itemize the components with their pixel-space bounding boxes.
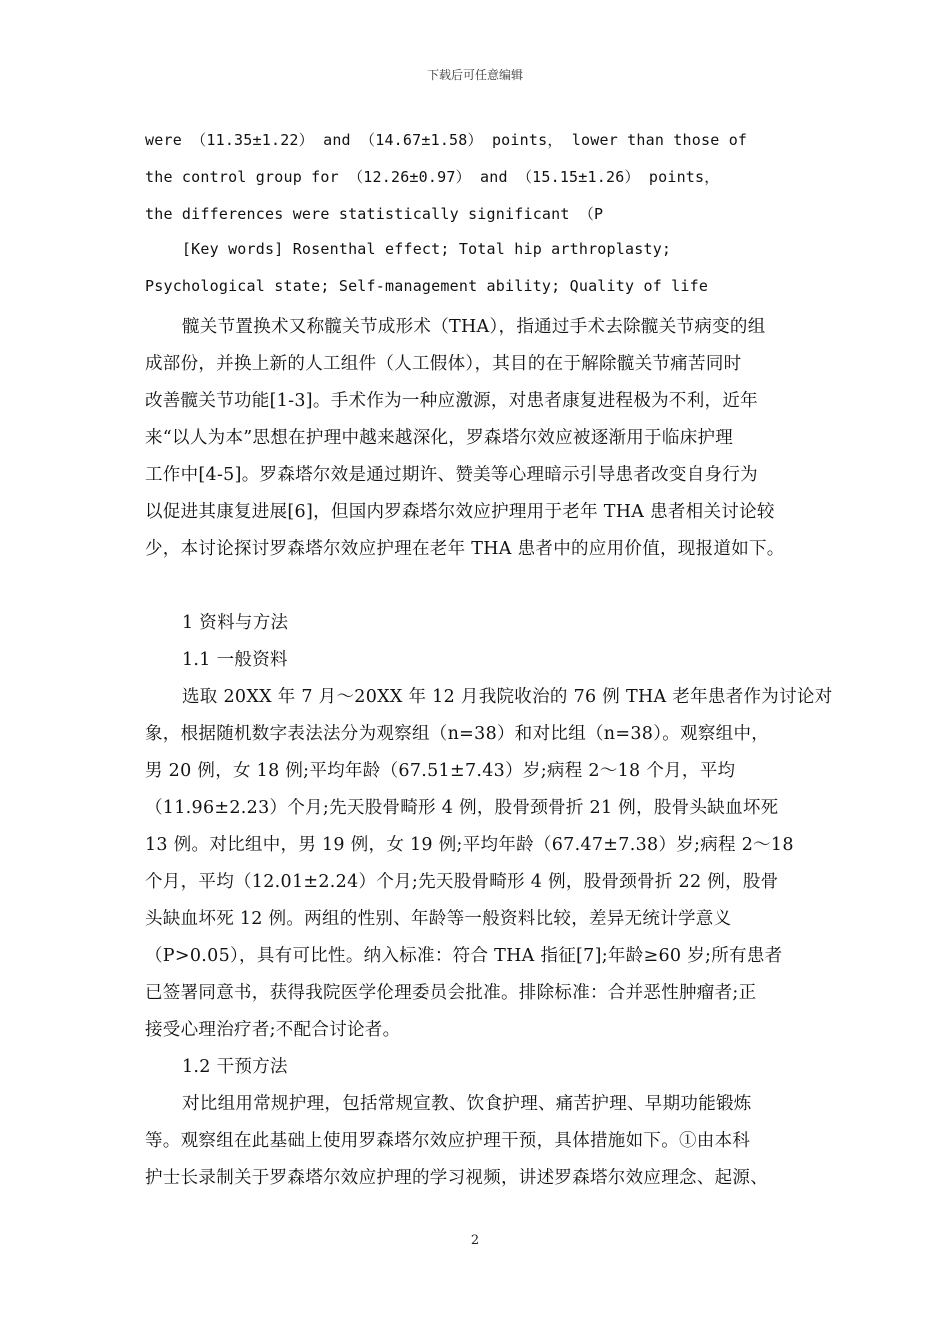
paragraph-line: 选取 20XX 年 7 月～20XX 年 12 月我院收治的 76 例 THA 老年患者作为讨论对 <box>182 687 833 707</box>
subsection-heading: 1.2 干预方法 <box>182 1057 288 1077</box>
keywords-line: [Key words] Rosenthal effect; Total hip arthroplasty; <box>145 240 672 258</box>
paragraph-line: 工作中[4-5]。罗森塔尔效是通过期许、赞美等心理暗示引导患者改变自身行为 <box>145 465 758 485</box>
abstract-line: the differences were statistically significant （P <box>145 205 604 223</box>
paragraph-line: 对比组用常规护理，包括常规宣教、饮食护理、痛苦护理、早期功能锻炼 <box>182 1094 752 1114</box>
paragraph-line: 个月，平均（12.01±2.24）个月;先天股骨畸形 4 例，股骨颈骨折 22 例，股骨 <box>145 872 779 892</box>
section-heading: 1 资料与方法 <box>182 613 289 633</box>
paragraph-line: 头缺血坏死 12 例。两组的性别、年龄等一般资料比较，差异无统计学意义 <box>145 909 732 929</box>
paragraph-line: 以促进其康复进展[6]，但国内罗森塔尔效应护理用于老年 THA 患者相关讨论较 <box>145 502 775 522</box>
paragraph-line: 护士长录制关于罗森塔尔效应护理的学习视频，讲述罗森塔尔效应理念、起源、 <box>145 1168 768 1188</box>
paragraph-line: （P>0.05），具有可比性。纳入标准：符合 THA 指征[7];年龄≥60 岁;所有患者 <box>145 946 783 966</box>
paragraph-line: 成部份，并换上新的人工组件（人工假体），其目的在于解除髋关节痛苦同时 <box>145 354 742 374</box>
paragraph-line: （11.96±2.23）个月;先天股骨畸形 4 例，股骨颈骨折 21 例，股骨头缺血坏死 <box>145 798 779 818</box>
subsection-heading: 1.1 一般资料 <box>182 650 288 670</box>
paragraph-line: 象，根据随机数字表法法分为观察组（n=38）和对比组（n=38）。观察组中， <box>145 724 770 744</box>
paragraph-line: 接受心理治疗者;不配合讨论者。 <box>145 1020 401 1040</box>
abstract-line: were （11.35±1.22） and （14.67±1.58） points， lower than those of <box>145 131 748 149</box>
paragraph-line: 已签署同意书，获得我院医学伦理委员会批准。排除标准：合并恶性肿瘤者;正 <box>145 983 757 1003</box>
paragraph-line: 来“以人为本”思想在护理中越来越深化，罗森塔尔效应被逐渐用于临床护理 <box>145 428 734 448</box>
paragraph-line: 等。观察组在此基础上使用罗森塔尔效应护理干预，具体措施如下。①由本科 <box>145 1131 751 1151</box>
paragraph-line: 髋关节置换术又称髋关节成形术（THA），指通过手术去除髋关节病变的组 <box>182 317 766 337</box>
abstract-line: the control group for （12.26±0.97） and （15.15±1.26） points， <box>145 168 720 186</box>
keywords-line: Psychological state; Self-management ability; Quality of life <box>145 277 709 295</box>
page-header: 下载后可任意编辑 <box>426 68 523 82</box>
paragraph-line: 男 20 例，女 18 例;平均年龄（67.51±7.43）岁;病程 2～18 个月，平均 <box>145 761 736 781</box>
page-number: 2 <box>470 1233 480 1248</box>
paragraph-line: 13 例。对比组中，男 19 例，女 19 例;平均年龄（67.47±7.38）岁;病程 2～18 <box>145 835 794 855</box>
paragraph-line: 改善髋关节功能[1-3]。手术作为一种应激源，对患者康复进程极为不利，近年 <box>145 391 758 411</box>
paragraph-line: 少，本讨论探讨罗森塔尔效应护理在老年 THA 患者中的应用价值，现报道如下。 <box>145 539 785 559</box>
